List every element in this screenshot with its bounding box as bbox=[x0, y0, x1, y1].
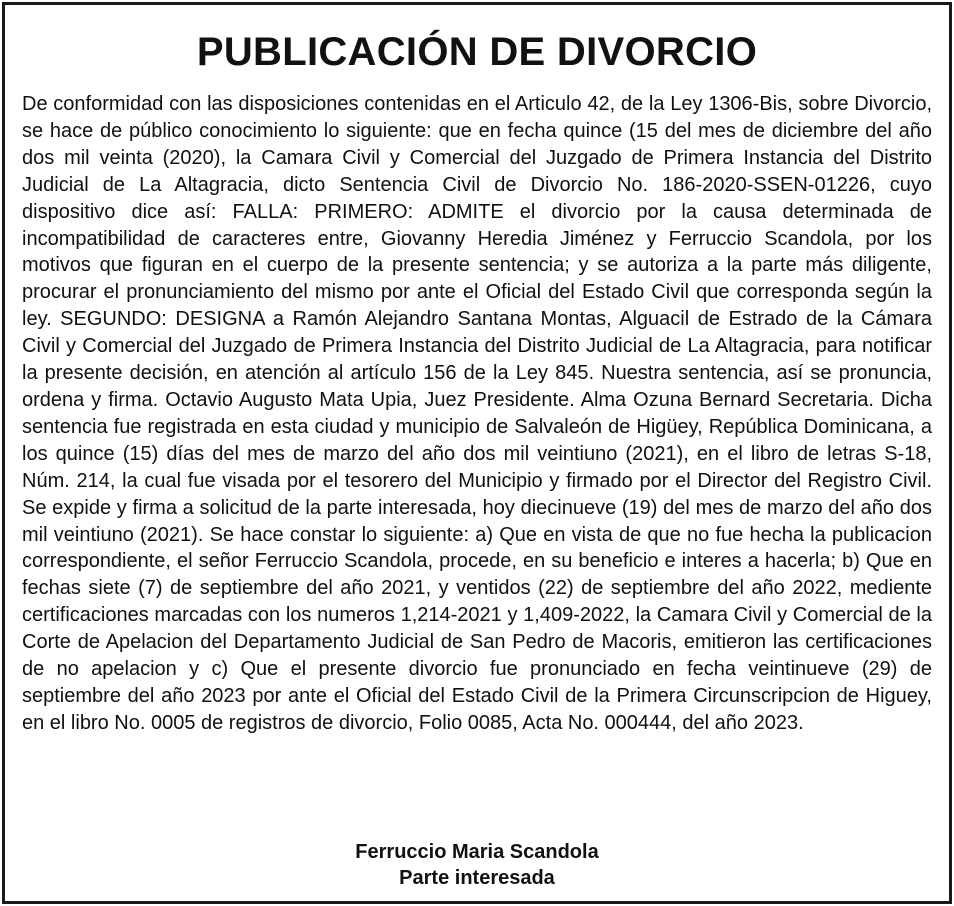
signer-name: Ferruccio Maria Scandola bbox=[355, 841, 599, 863]
notice-title: PUBLICACIÓN DE DIVORCIO bbox=[196, 30, 758, 74]
signature-block bbox=[5, 839, 949, 891]
legal-notice bbox=[2, 2, 952, 904]
notice-body: De conformidad con las disposiciones contenidas en el Articulo 42, de la Ley 1306-Bis, sobre Divorcio, se hace de público conocimiento lo siguiente: que en fecha quince (15 del mes de diciembre del año dos mil veinta (2020), la Camara Civil y Comercial del Juzgado de Primera Instancia del Distrito Judicial de La Altagracia, dicto Sentencia Civil de Divorcio No. 186-2020-SSEN-01226, cuyo dispositivo dice así: FALLA: PRIMERO: ADMITE el divorcio por la causa determinada de incompatibilidad de caracteres entre, Giovanny Heredia Jiménez y Ferruccio Scandola, por los motivos que figuran en el cuerpo de la presente sentencia; y se autoriza a la parte más diligente, procurar el pronunciamiento del mismo por ante el Oficial del Estado Civil que corresponda según la ley. SEGUNDO: DESIGNA a Ramón Alejandro Santana Montas, Alguacil de Estrado de la Cámara Civil y Comercial del Juzgado de Primera Instancia del Distrito Judicial de La Altagracia, para notificar la presente decisión, en atención al artículo 156 de la Ley 845. Nuestra sentencia, así se pronuncia, ordena y firma. Octavio Augusto Mata Upia, Juez Presidente. Alma Ozuna Bernard Secretaria. Dicha sentencia fue registrada en esta ciudad y municipio de Salvaleón de Higüey, República Dominicana, a los quince (15) días del mes de marzo del año dos mil veintiuno (2021), en el libro de letras S-18, Núm. 214, la cual fue visada por el tesorero del Municipio y firmado por el Director del Registro Civil. Se expide y firma a solicitud de la parte interesada, hoy diecinueve (19) del mes de marzo del año dos mil veintiuno (2021). Se hace constar lo siguiente: a) Que en vista de que no fue hecha la publicacion correspondiente, el señor Ferruccio Scandola, procede, en su beneficio e interes a hacerla; b) Que en fechas siete (7) de septiembre del año 2021, y ventidos (22) de septiembre del año 2022, mediente certificaciones marcadas con los numeros 1,214-2021 y 1,409-2022, la Camara Civil y Comercial de la Corte de Apelacion del Departamento Judicial de San Pedro de Macoris, emitieron las certificaciones de no apelacion y c) Que el presente divorcio fue pronunciado en fecha veintinueve (29) de septiembre del año 2023 por ante el Oficial del Estado Civil de la Primera Circunscripcion de Higuey, en el libro No. 0005 de registros de divorcio, Folio 0085, Acta No. 000444, del año 2023. bbox=[22, 93, 932, 734]
signer-role: Parte interesada bbox=[399, 867, 555, 889]
